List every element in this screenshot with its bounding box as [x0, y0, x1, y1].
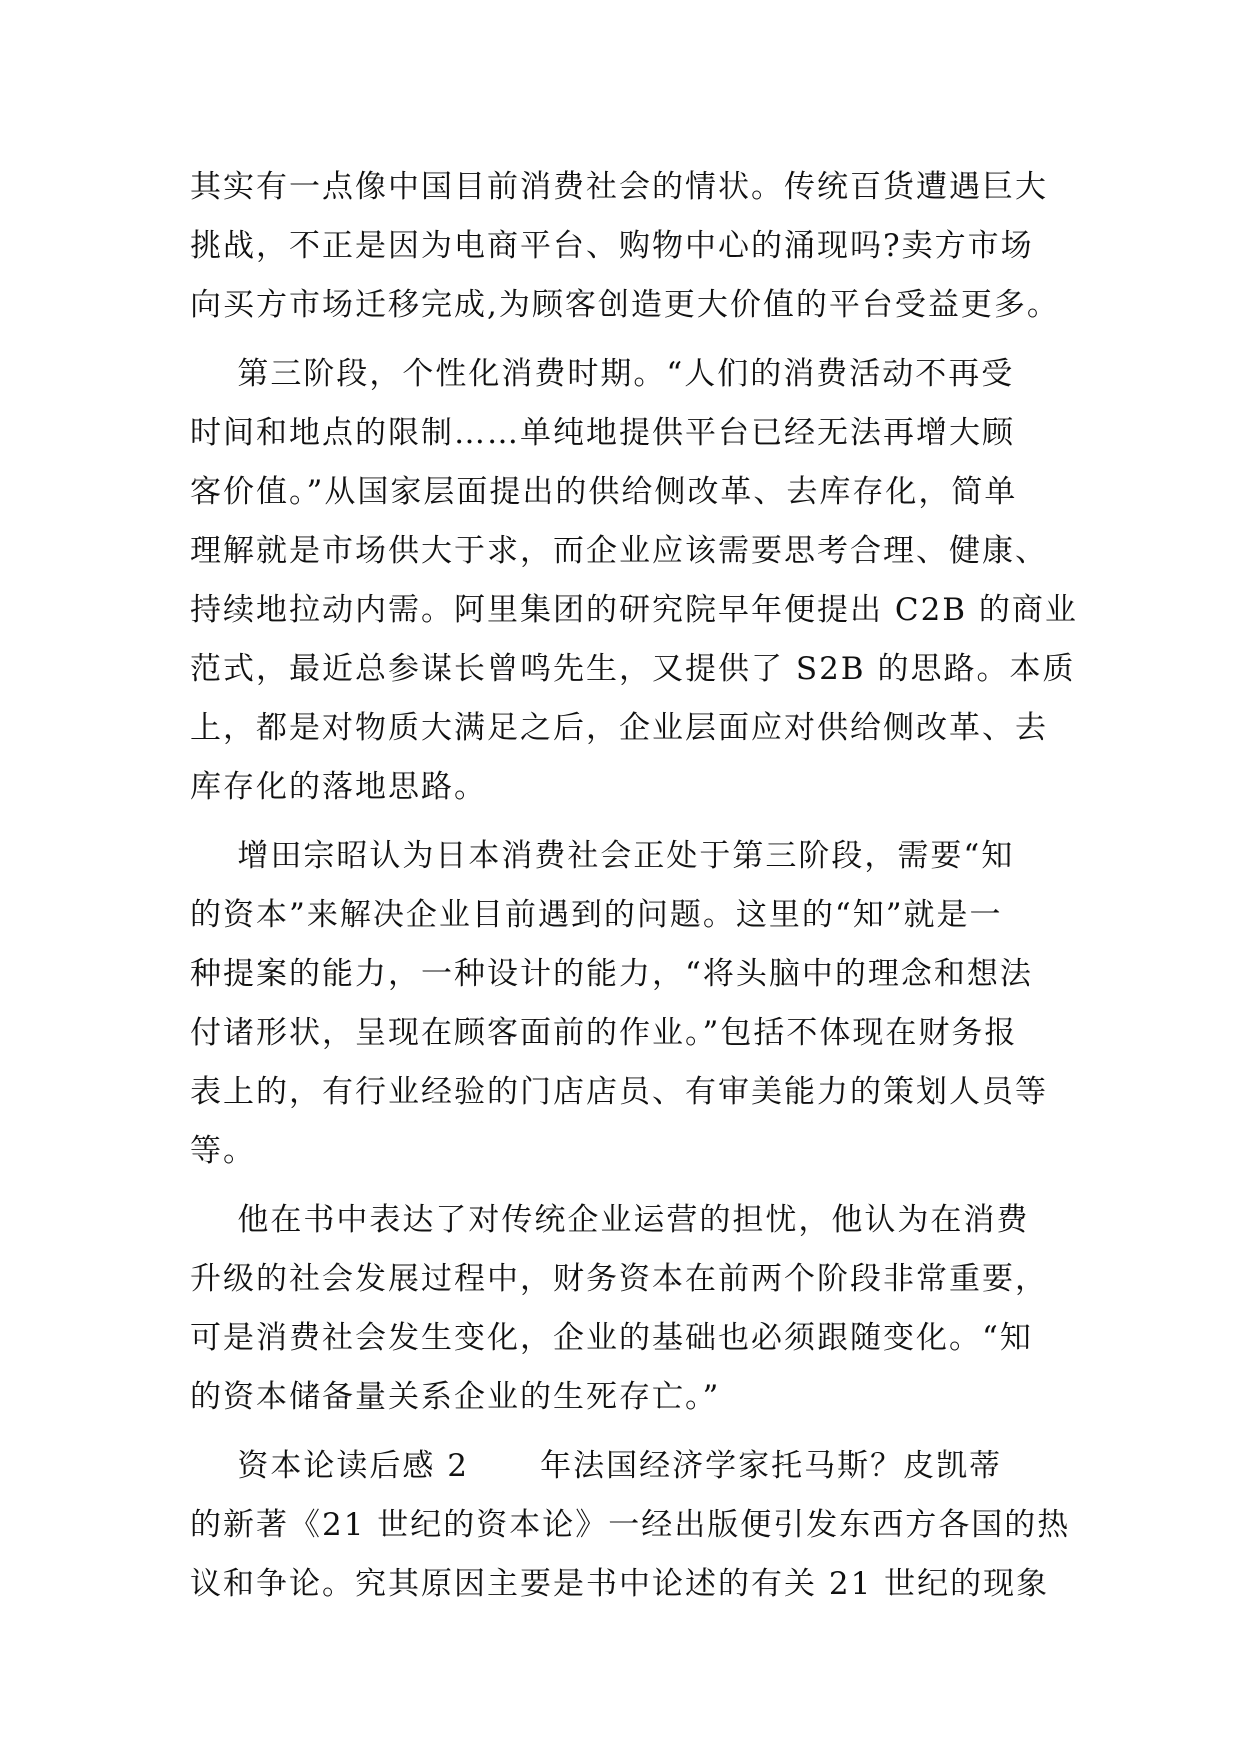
text-line: 持续地拉动内需。阿里集团的研究院早年便提出 C2B 的商业 [190, 592, 1078, 628]
text-line: 客价值。”从国家层面提出的供给侧改革、去库存化，简单 [190, 474, 1018, 510]
text-line: 的资本储备量关系企业的生死存亡。” [190, 1379, 721, 1415]
text-line: 上，都是对物质大满足之后，企业层面应对供给侧改革、去 [190, 710, 1048, 746]
paragraph-5 [190, 1437, 1070, 1614]
paragraph-4 [190, 1191, 1070, 1427]
text-line: 时间和地点的限制……单纯地提供平台已经无法再增大顾 [190, 415, 1015, 451]
text-line: 付诸形状，呈现在顾客面前的作业。”包括不体现在财务报 [190, 1015, 1018, 1051]
text-line: 议和争论。究其原因主要是书中论述的有关 21 世纪的现象 [190, 1566, 1050, 1602]
paragraph-3 [190, 827, 1070, 1181]
paragraph-2 [190, 345, 1078, 817]
text-line: 表上的，有行业经验的门店店员、有审美能力的策划人员等 [190, 1074, 1048, 1110]
text-line: 资本论读后感 2 年法国经济学家托马斯？皮凯蒂 [190, 1448, 1003, 1484]
paragraph-gap [190, 817, 1070, 827]
text-line: 理解就是市场供大于求，而企业应该需要思考合理、健康、 [190, 533, 1048, 569]
paragraph-1 [190, 158, 1070, 335]
text-line: 挑战，不正是因为电商平台、购物中心的涌现吗?卖方市场 [190, 228, 1034, 264]
text-line: 的新著《21 世纪的资本论》一经出版便引发东西方各国的热 [190, 1507, 1071, 1543]
text-line: 增田宗昭认为日本消费社会正处于第三阶段，需要“知 [190, 838, 1015, 874]
text-line: 种提案的能力，一种设计的能力，“将头脑中的理念和想法 [190, 956, 1033, 992]
document-body [190, 158, 1078, 1614]
text-line: 库存化的落地思路。 [190, 769, 487, 805]
text-line: 第三阶段，个性化消费时期。“人们的消费活动不再受 [190, 356, 1015, 392]
text-line: 可是消费社会发生变化，企业的基础也必须跟随变化。“知 [190, 1320, 1033, 1356]
text-line: 的资本”来解决企业目前遇到的问题。这里的“知”就是一 [190, 897, 1003, 933]
text-line: 升级的社会发展过程中，财务资本在前两个阶段非常重要， [190, 1261, 1048, 1297]
text-line: 范式，最近总参谋长曾鸣先生，又提供了 S2B 的思路。本质 [190, 651, 1076, 687]
paragraph-gap [190, 1427, 1070, 1437]
paragraph-gap [190, 335, 1070, 345]
text-line: 等。 [190, 1133, 256, 1169]
text-line: 他在书中表达了对传统企业运营的担忧，他认为在消费 [190, 1202, 1030, 1238]
paragraph-gap [190, 1181, 1070, 1191]
text-line: 其实有一点像中国目前消费社会的情状。传统百货遭遇巨大 [190, 169, 1048, 205]
text-line: 向买方市场迁移完成,为顾客创造更大价值的平台受益更多。 [190, 287, 1060, 323]
